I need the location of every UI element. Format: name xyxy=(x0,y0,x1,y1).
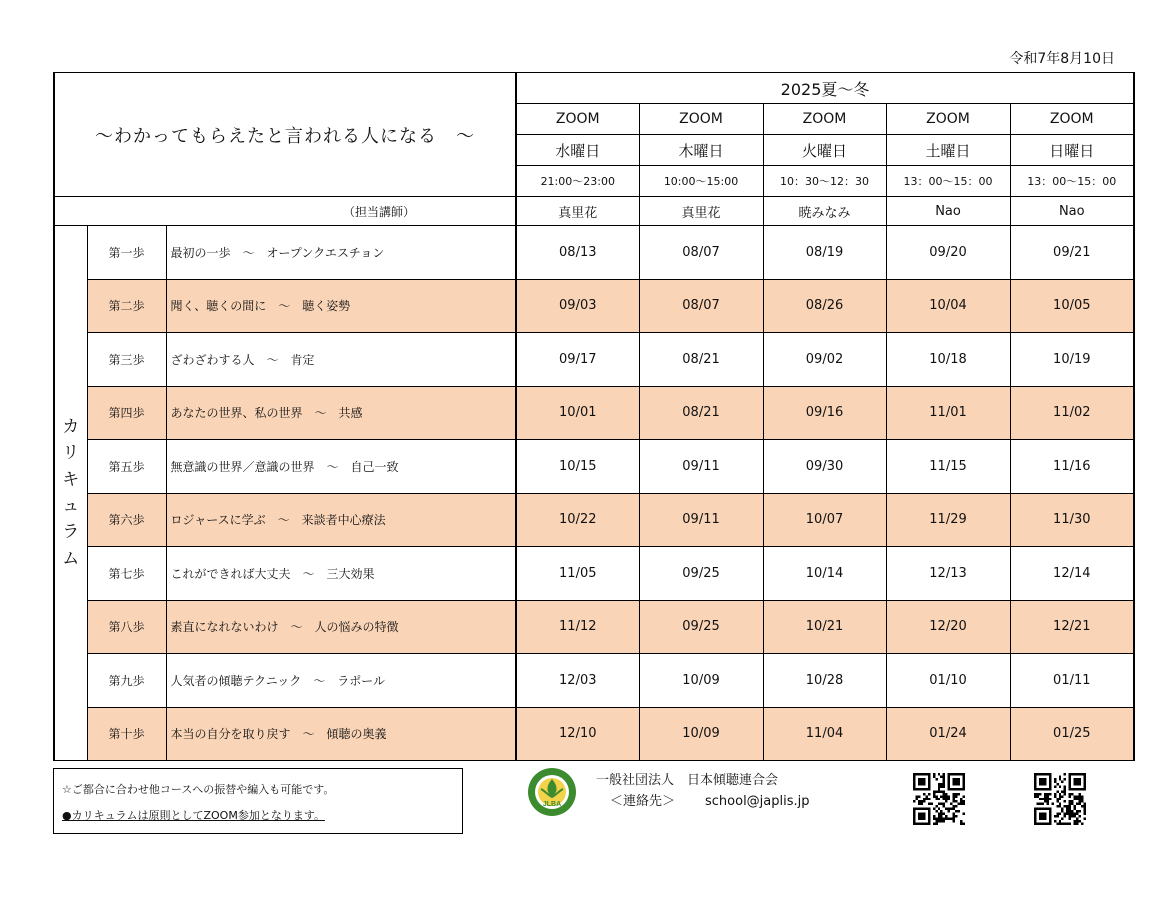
session-date: 11/05 xyxy=(516,547,639,601)
teacher-name: 暁みなみ xyxy=(763,197,886,226)
session-date: 08/26 xyxy=(763,279,886,333)
session-date: 01/25 xyxy=(1010,707,1134,761)
table-row xyxy=(54,440,1134,494)
platform-label: ZOOM xyxy=(1010,104,1134,135)
curriculum-char: ュ xyxy=(62,496,80,516)
step-topic: ざわざわする人 ～ 肯定 xyxy=(166,333,516,387)
session-date: 09/16 xyxy=(763,386,886,440)
session-date: 10/09 xyxy=(639,707,763,761)
session-date: 09/21 xyxy=(1010,226,1134,280)
step-number: 第五歩 xyxy=(87,440,166,494)
session-date: 11/12 xyxy=(516,600,639,654)
table-row xyxy=(54,547,1134,601)
table-row xyxy=(54,386,1134,440)
session-date: 10/22 xyxy=(516,493,639,547)
teacher-name: 真里花 xyxy=(516,197,639,226)
curriculum-char: ラ xyxy=(62,522,80,543)
contact-label: ＜連絡先＞ xyxy=(610,794,676,809)
session-date: 11/30 xyxy=(1010,493,1134,547)
issue-date: 令和7年8月10日 xyxy=(1009,51,1115,67)
session-date: 11/29 xyxy=(886,493,1010,547)
session-date: 12/20 xyxy=(886,600,1010,654)
qr-code-icon[interactable] xyxy=(913,773,965,825)
session-date: 12/14 xyxy=(1010,547,1134,601)
session-date: 09/17 xyxy=(516,333,639,387)
step-number: 第二歩 xyxy=(87,279,166,333)
step-number: 第七歩 xyxy=(87,547,166,601)
contact-row xyxy=(596,791,810,812)
table-row xyxy=(54,226,1134,280)
session-date: 10/18 xyxy=(886,333,1010,387)
step-topic: 本当の自分を取り戻す ～ 傾聴の奥義 xyxy=(166,707,516,761)
association-logo xyxy=(527,767,577,817)
logo-text: JLBA xyxy=(542,801,562,808)
platform-label: ZOOM xyxy=(763,104,886,135)
schedule-table xyxy=(53,72,1135,761)
curriculum-char: キ xyxy=(62,469,80,490)
session-date: 10/28 xyxy=(763,654,886,708)
step-topic: 無意識の世界／意識の世界 ～ 自己一致 xyxy=(166,440,516,494)
session-date: 10/19 xyxy=(1010,333,1134,387)
step-number: 第九歩 xyxy=(87,654,166,708)
step-number: 第一歩 xyxy=(87,226,166,280)
step-number: 第三歩 xyxy=(87,333,166,387)
session-date: 09/11 xyxy=(639,493,763,547)
session-date: 09/11 xyxy=(639,440,763,494)
table-row xyxy=(54,707,1134,761)
session-date: 10/07 xyxy=(763,493,886,547)
session-date: 08/07 xyxy=(639,279,763,333)
notes-box xyxy=(53,768,463,834)
session-date: 12/10 xyxy=(516,707,639,761)
session-date: 01/11 xyxy=(1010,654,1134,708)
session-date: 09/30 xyxy=(763,440,886,494)
session-date: 10/14 xyxy=(763,547,886,601)
session-date: 10/01 xyxy=(516,386,639,440)
table-row xyxy=(54,600,1134,654)
session-date: 10/04 xyxy=(886,279,1010,333)
weekday-label: 火曜日 xyxy=(763,135,886,166)
platform-label: ZOOM xyxy=(516,104,639,135)
weekday-label: 水曜日 xyxy=(516,135,639,166)
time-range: 13：00～15：00 xyxy=(886,166,1010,197)
session-date: 10/15 xyxy=(516,440,639,494)
session-date: 09/20 xyxy=(886,226,1010,280)
session-date: 08/13 xyxy=(516,226,639,280)
contact-email[interactable]: school@japlis.jp xyxy=(705,794,810,809)
table-row xyxy=(54,279,1134,333)
session-date: 10/21 xyxy=(763,600,886,654)
teacher-name: Nao xyxy=(886,197,1010,226)
course-title: ～わかってもらえたと言われる人になる ～ xyxy=(54,73,516,197)
step-topic: ロジャースに学ぶ ～ 来談者中心療法 xyxy=(166,493,516,547)
step-topic: あなたの世界、私の世界 ～ 共感 xyxy=(166,386,516,440)
session-date: 01/10 xyxy=(886,654,1010,708)
table-row xyxy=(54,333,1134,387)
teacher-name: Nao xyxy=(1010,197,1134,226)
session-date: 08/21 xyxy=(639,386,763,440)
qr-code-icon[interactable] xyxy=(1034,773,1086,825)
weekday-label: 日曜日 xyxy=(1010,135,1134,166)
session-date: 08/21 xyxy=(639,333,763,387)
table-row xyxy=(54,654,1134,708)
session-date: 01/24 xyxy=(886,707,1010,761)
step-number: 第六歩 xyxy=(87,493,166,547)
session-date: 11/02 xyxy=(1010,386,1134,440)
curriculum-label xyxy=(54,226,87,761)
time-range: 21:00～23:00 xyxy=(516,166,639,197)
note-transfer: ☆ご都合に合わせ他コースへの振替や編入も可能です。 xyxy=(62,783,335,796)
session-date: 10/05 xyxy=(1010,279,1134,333)
step-topic: これができれば大丈夫 ～ 三大効果 xyxy=(166,547,516,601)
step-number: 第十歩 xyxy=(87,707,166,761)
time-range: 10：30～12：30 xyxy=(763,166,886,197)
session-date: 10/09 xyxy=(639,654,763,708)
table-row xyxy=(54,493,1134,547)
note-zoom: ●カリキュラムは原則としてZOOM参加となります。 xyxy=(62,809,325,822)
step-topic: 最初の一歩 ～ オープンクエスチョン xyxy=(166,226,516,280)
step-topic: 素直になれないわけ ～ 人の悩みの特徴 xyxy=(166,600,516,654)
platform-label: ZOOM xyxy=(886,104,1010,135)
step-number: 第八歩 xyxy=(87,600,166,654)
time-range: 10:00～15:00 xyxy=(639,166,763,197)
session-date: 09/25 xyxy=(639,600,763,654)
session-date: 11/15 xyxy=(886,440,1010,494)
org-name: 一般社団法人 日本傾聴連合会 xyxy=(596,773,779,788)
season-label: 2025夏～冬 xyxy=(516,73,1134,104)
teacher-name: 真里花 xyxy=(639,197,763,226)
weekday-label: 土曜日 xyxy=(886,135,1010,166)
step-topic: 人気者の傾聴テクニック ～ ラポール xyxy=(166,654,516,708)
time-range: 13：00～15：00 xyxy=(1010,166,1134,197)
platform-label: ZOOM xyxy=(639,104,763,135)
curriculum-char: リ xyxy=(62,443,80,464)
step-number: 第四歩 xyxy=(87,386,166,440)
step-topic: 聞く、聴くの間に ～ 聴く姿勢 xyxy=(166,279,516,333)
session-date: 11/01 xyxy=(886,386,1010,440)
weekday-label: 木曜日 xyxy=(639,135,763,166)
curriculum-char: カ xyxy=(62,416,80,437)
session-date: 09/02 xyxy=(763,333,886,387)
session-date: 09/03 xyxy=(516,279,639,333)
session-date: 08/07 xyxy=(639,226,763,280)
session-date: 12/03 xyxy=(516,654,639,708)
session-date: 08/19 xyxy=(763,226,886,280)
session-date: 12/13 xyxy=(886,547,1010,601)
lecturer-label: （担当講師） xyxy=(54,197,516,226)
session-date: 11/04 xyxy=(763,707,886,761)
session-date: 11/16 xyxy=(1010,440,1134,494)
session-date: 12/21 xyxy=(1010,600,1134,654)
organization-info xyxy=(596,770,810,812)
session-date: 09/25 xyxy=(639,547,763,601)
curriculum-char: ム xyxy=(62,548,80,569)
